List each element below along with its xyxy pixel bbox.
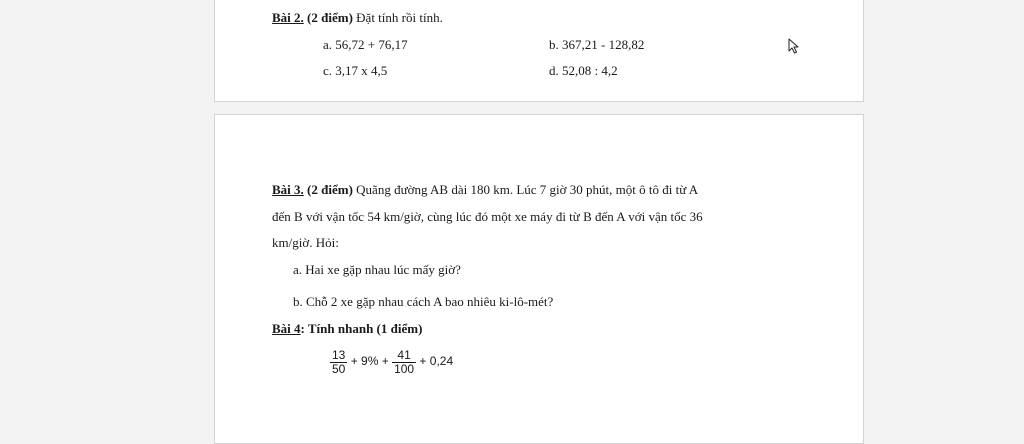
bai4-title: Bài 4 (272, 321, 301, 336)
bai3-line-2: đến B với vận tốc 54 km/giờ, cùng lúc đó một xe máy đi từ B đến A với vận tốc 36 (272, 209, 703, 224)
bai3-points: (2 điểm) (307, 182, 353, 197)
bai3-question-a: a. Hai xe gặp nhau lúc mấy giờ? (293, 262, 461, 277)
bai3-line-1 (272, 182, 698, 198)
bai4-expression (330, 346, 453, 376)
fraction-denominator: 50 (332, 361, 346, 376)
bai2-heading (272, 10, 443, 26)
bai2-title: Bài 2. (272, 10, 304, 25)
mouse-pointer-icon (788, 38, 800, 54)
bai3-title: Bài 3. (272, 182, 304, 197)
bai2-item-c: c. 3,17 x 4,5 (323, 63, 388, 78)
fraction-denominator: 100 (394, 361, 415, 376)
bai3-question-b: b. Chỗ 2 xe gặp nhau cách A bao nhiêu ki-lô-mét? (293, 294, 554, 309)
bai2-points: (2 điểm) (307, 10, 353, 25)
bai4-heading (272, 321, 422, 337)
bai2-item-a: a. 56,72 + 76,17 (323, 37, 408, 52)
document-page-2 (214, 114, 864, 444)
fraction-41-100 (392, 349, 416, 376)
bai3-line-3: km/giờ. Hỏi: (272, 235, 339, 250)
fraction-13-50 (330, 349, 347, 376)
bai2-prompt: Đặt tính rồi tính. (356, 10, 443, 25)
bai2-item-b: b. 367,21 - 128,82 (549, 37, 645, 52)
fraction-numerator: 13 (332, 347, 346, 362)
fraction-numerator: 41 (392, 349, 416, 363)
bai3-text-1: Quãng đường AB dài 180 km. Lúc 7 giờ 30 phút, một ô tô đi từ A (356, 182, 699, 197)
expression-operator: + 9% + (347, 354, 393, 368)
bai2-item-d: d. 52,08 : 4,2 (549, 63, 618, 78)
expression-tail: + 0,24 (416, 354, 454, 368)
bai4-rest: : Tính nhanh (1 điểm) (300, 321, 423, 336)
